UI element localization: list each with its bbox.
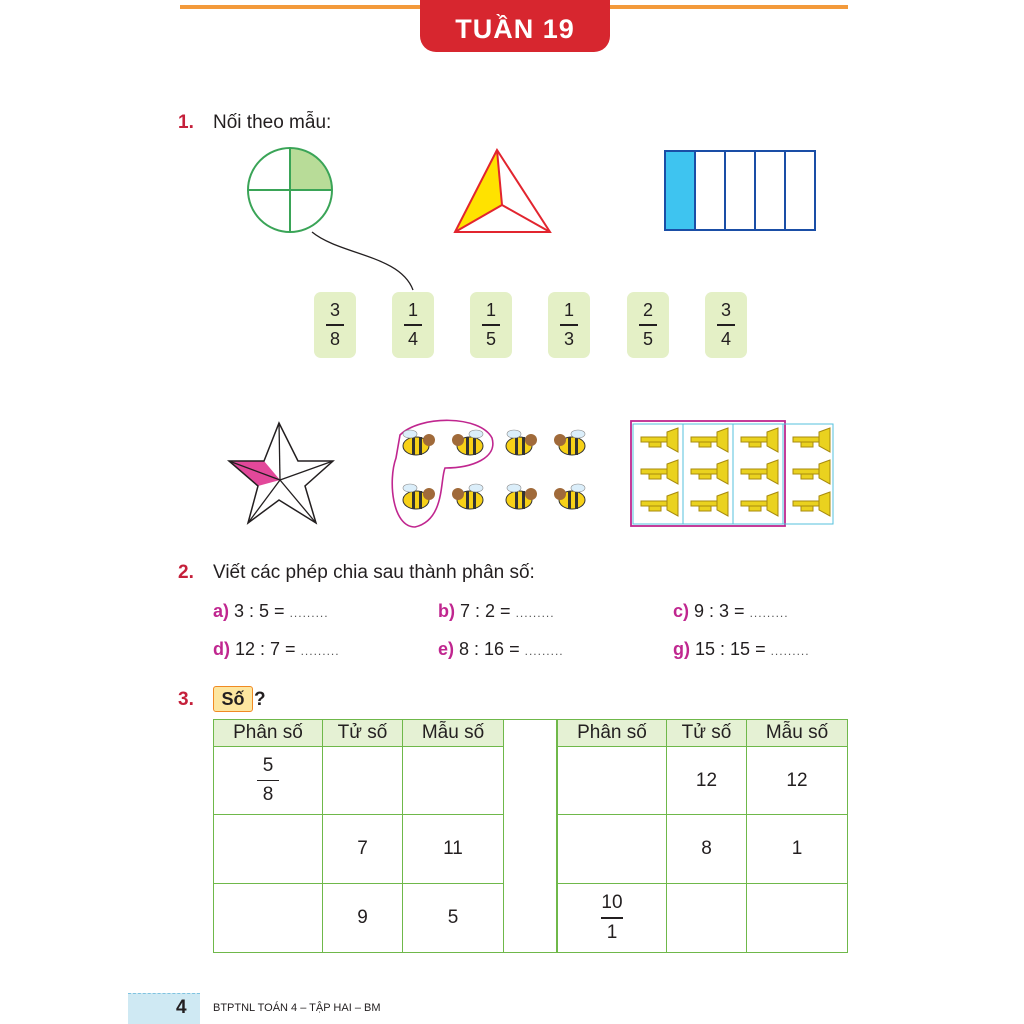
denominator-cell[interactable] bbox=[747, 884, 848, 953]
fraction-denominator: 1 bbox=[606, 921, 618, 943]
bee-icon bbox=[554, 484, 585, 509]
fraction-numerator: 2 bbox=[642, 300, 653, 321]
denominator-cell[interactable]: 11 bbox=[403, 815, 504, 884]
trumpet-icon bbox=[641, 460, 678, 484]
footer-tab bbox=[128, 993, 200, 1024]
division-item-e bbox=[438, 639, 564, 660]
bee-icon bbox=[452, 484, 483, 509]
sample-connector-line bbox=[312, 232, 413, 290]
header-phan-so: Phân số bbox=[558, 720, 667, 747]
page-number: 4 bbox=[176, 997, 187, 1018]
numerator-cell[interactable]: 7 bbox=[323, 815, 403, 884]
header-tu-so: Tử số bbox=[323, 720, 403, 747]
numerator-cell[interactable]: 9 bbox=[323, 884, 403, 953]
q1-prompt: Nối theo mẫu: bbox=[213, 112, 332, 133]
numerator-cell[interactable]: 12 bbox=[667, 747, 747, 815]
right-fraction-table bbox=[557, 719, 848, 953]
item-expression: 15 : 15 = bbox=[695, 639, 766, 659]
fraction-numerator: 3 bbox=[720, 300, 731, 321]
triangle-figure[interactable] bbox=[455, 150, 550, 232]
trumpet-icon bbox=[691, 428, 728, 452]
fraction-cell[interactable] bbox=[558, 747, 667, 815]
division-item-c bbox=[673, 601, 789, 622]
fraction-denominator: 4 bbox=[407, 328, 418, 349]
item-label: d) bbox=[213, 639, 230, 659]
star-figure[interactable] bbox=[229, 423, 333, 523]
fraction-denominator: 4 bbox=[720, 328, 731, 349]
answer-blank[interactable]: ......... bbox=[289, 606, 329, 620]
answer-blank[interactable]: ......... bbox=[524, 644, 564, 658]
fraction-denominator: 3 bbox=[563, 328, 574, 349]
trumpet-icon bbox=[641, 428, 678, 452]
fraction-card-3-4[interactable] bbox=[705, 292, 747, 358]
answer-blank[interactable]: ......... bbox=[770, 644, 810, 658]
trumpet-icon bbox=[741, 428, 778, 452]
fraction-numerator: 1 bbox=[563, 300, 574, 321]
fraction-numerator: 1 bbox=[407, 300, 418, 321]
item-expression: 12 : 7 = bbox=[235, 639, 296, 659]
header-mau-so: Mẫu số bbox=[747, 720, 848, 747]
item-label: g) bbox=[673, 639, 690, 659]
denominator-cell[interactable]: 5 bbox=[403, 884, 504, 953]
bee-icon bbox=[554, 430, 585, 455]
numerator-cell[interactable]: 8 bbox=[667, 815, 747, 884]
q3-title-suffix: ? bbox=[254, 689, 266, 710]
fraction-card-1-4[interactable] bbox=[392, 292, 434, 358]
fraction-cell[interactable] bbox=[214, 884, 323, 953]
division-item-b bbox=[438, 601, 555, 622]
numerator-cell[interactable] bbox=[667, 884, 747, 953]
bee-icon bbox=[403, 484, 435, 509]
bee-icon bbox=[506, 484, 537, 509]
division-item-g bbox=[673, 639, 810, 660]
answer-blank[interactable]: ......... bbox=[515, 606, 555, 620]
item-expression: 9 : 3 = bbox=[694, 601, 745, 621]
q1-number: 1. bbox=[178, 112, 194, 133]
fraction-card-1-5[interactable] bbox=[470, 292, 512, 358]
fraction-denominator: 8 bbox=[329, 328, 340, 349]
left-fraction-table bbox=[213, 719, 504, 953]
denominator-cell[interactable]: 12 bbox=[747, 747, 848, 815]
fraction-numerator: 5 bbox=[262, 754, 274, 776]
q3-title-box: Số bbox=[213, 686, 253, 712]
item-label: c) bbox=[673, 601, 690, 621]
item-expression: 8 : 16 = bbox=[459, 639, 520, 659]
trumpet-icon bbox=[793, 428, 830, 452]
table-spacer-column bbox=[503, 719, 557, 953]
division-item-d bbox=[213, 639, 340, 660]
bee-icon bbox=[403, 430, 435, 455]
trumpet-icon bbox=[641, 492, 678, 516]
answer-blank[interactable]: ......... bbox=[749, 606, 789, 620]
trumpets-figure[interactable] bbox=[631, 421, 833, 526]
trumpet-icon bbox=[691, 460, 728, 484]
week-title: TUẦN 19 bbox=[420, 0, 610, 52]
header-mau-so: Mẫu số bbox=[403, 720, 504, 747]
q3-number: 3. bbox=[178, 689, 194, 710]
fraction-numerator: 10 bbox=[601, 892, 623, 914]
fraction-denominator: 5 bbox=[485, 328, 496, 349]
trumpet-icon bbox=[793, 492, 830, 516]
fraction-card-2-5[interactable] bbox=[627, 292, 669, 358]
fraction-numerator: 1 bbox=[485, 300, 496, 321]
circle-figure[interactable] bbox=[248, 148, 332, 232]
bee-icon bbox=[452, 430, 483, 455]
bee-icon bbox=[506, 430, 537, 455]
item-expression: 7 : 2 = bbox=[460, 601, 511, 621]
header-phan-so: Phân số bbox=[214, 720, 323, 747]
header-tu-so: Tử số bbox=[667, 720, 747, 747]
numerator-cell[interactable] bbox=[323, 747, 403, 815]
q2-prompt: Viết các phép chia sau thành phân số: bbox=[213, 562, 535, 583]
fraction-card-3-8[interactable] bbox=[314, 292, 356, 358]
book-title: BTPTNL TOÁN 4 – TẬP HAI – BM bbox=[213, 1002, 381, 1014]
trumpet-icon bbox=[793, 460, 830, 484]
bees-figure[interactable] bbox=[392, 420, 585, 527]
fraction-numerator: 3 bbox=[329, 300, 340, 321]
fraction-denominator: 5 bbox=[642, 328, 653, 349]
fraction-cell[interactable] bbox=[558, 884, 667, 953]
trumpet-icon bbox=[741, 460, 778, 484]
fraction-denominator: 8 bbox=[262, 784, 274, 806]
division-item-a bbox=[213, 601, 329, 622]
item-label: e) bbox=[438, 639, 455, 659]
trumpet-icon bbox=[691, 492, 728, 516]
rectangle-figure[interactable] bbox=[665, 151, 815, 230]
fraction-cell[interactable] bbox=[214, 747, 323, 815]
item-expression: 3 : 5 = bbox=[234, 601, 285, 621]
answer-blank[interactable]: ......... bbox=[300, 644, 340, 658]
denominator-cell[interactable]: 1 bbox=[747, 815, 848, 884]
denominator-cell[interactable] bbox=[403, 747, 504, 815]
item-label: b) bbox=[438, 601, 455, 621]
fraction-cell[interactable] bbox=[558, 815, 667, 884]
q2-number: 2. bbox=[178, 562, 194, 583]
trumpet-icon bbox=[741, 492, 778, 516]
item-label: a) bbox=[213, 601, 230, 621]
fraction-cell[interactable] bbox=[214, 815, 323, 884]
fraction-card-1-3[interactable] bbox=[548, 292, 590, 358]
